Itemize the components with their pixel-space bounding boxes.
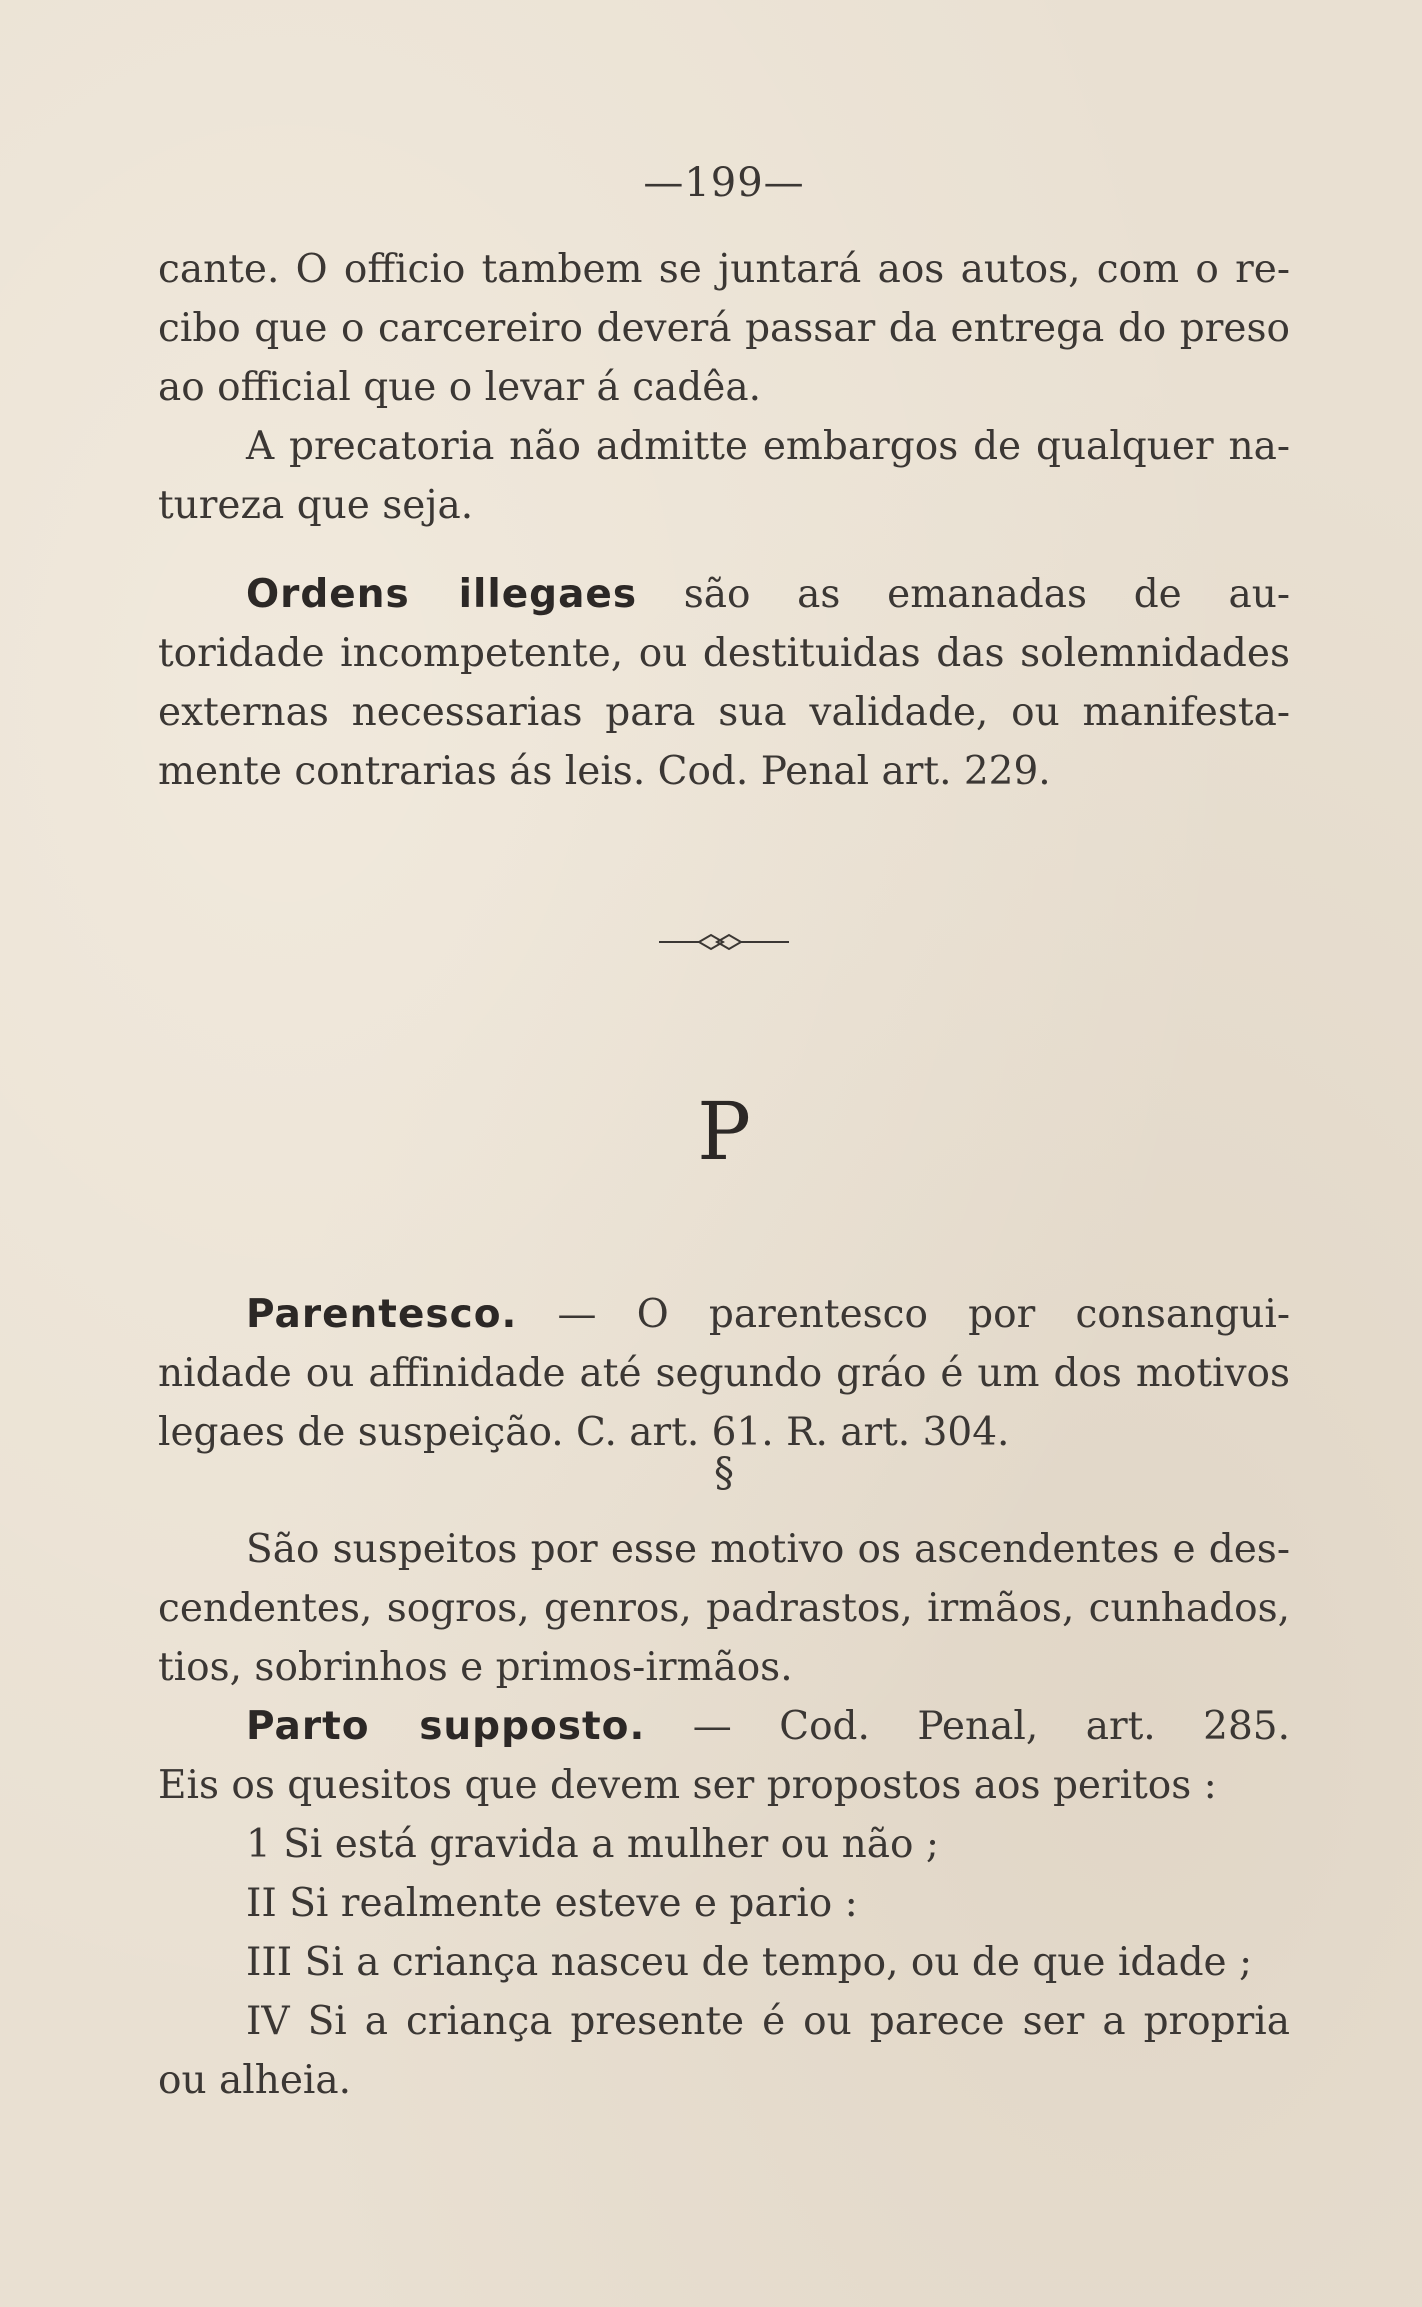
quesitos-list [158, 1815, 1290, 2110]
text-line: ao official que o levar á cadêa. [158, 365, 761, 410]
text-line: tios, sobrinhos e primos-irmãos. [158, 1645, 793, 1690]
text-line [158, 1285, 1290, 1344]
list-item: 1 Si está gravida a mulher ou não ; [246, 1822, 940, 1867]
entry-text: são as emanadas de au- [637, 572, 1290, 617]
entry-ordens-illegaes [158, 565, 1290, 801]
text-line: tureza que seja. [158, 483, 474, 528]
text-line: cante. O officio tambem se juntará aos autos, com o re- [158, 247, 1290, 292]
entry-text: — O parentesco por consangui- [517, 1292, 1290, 1337]
ornament-icon [659, 930, 789, 954]
text-line [158, 1697, 1290, 1756]
entry-heading: Parto supposto. [246, 1704, 646, 1749]
page-number: —199— [643, 160, 805, 206]
entry-parto-supposto [158, 1697, 1290, 1815]
ornament-divider [158, 930, 1290, 958]
paragraph-continuation [158, 240, 1290, 417]
text-line: toridade incompetente, ou destituidas das solemnidades [158, 631, 1290, 676]
text-line: nidade ou affinidade até segundo gráo é um dos motivos [158, 1351, 1290, 1396]
entry-heading: Parentesco. [246, 1292, 518, 1337]
entry-parentesco [158, 1285, 1290, 1462]
text-line: São suspeitos por esse motivo os ascendentes e des- [246, 1527, 1290, 1572]
list-item: II Si realmente esteve e pario : [246, 1881, 858, 1926]
section-mark: § [714, 1450, 734, 1496]
entry-text: — Cod. Penal, art. 285. [645, 1704, 1290, 1749]
text-line: legaes de suspeição. C. art. 61. R. art. 304. [158, 1410, 1010, 1455]
section-letter: P [697, 1085, 751, 1178]
text-line: Eis os quesitos que devem ser propostos aos peritos : [158, 1763, 1217, 1808]
paragraph-suspeitos [158, 1520, 1290, 1697]
text-line: externas necessarias para sua validade, ou manifesta- [158, 690, 1290, 735]
text-line: mente contrarias ás leis. Cod. Penal art. 229. [158, 749, 1051, 794]
list-item: IV Si a criança presente é ou parece ser a propria [246, 1999, 1290, 2044]
text-line [158, 565, 1290, 624]
text-line: cendentes, sogros, genros, padrastos, irmãos, cunhados, [158, 1586, 1290, 1631]
paragraph-precatoria [158, 417, 1290, 535]
entry-heading: Ordens illegaes [246, 572, 638, 617]
text-line: A precatoria não admitte embargos de qualquer na- [246, 424, 1290, 469]
text-line: cibo que o carcereiro deverá passar da entrega do preso [158, 306, 1290, 351]
list-item: III Si a criança nasceu de tempo, ou de que idade ; [246, 1940, 1253, 1985]
text-line: ou alheia. [158, 2058, 352, 2103]
